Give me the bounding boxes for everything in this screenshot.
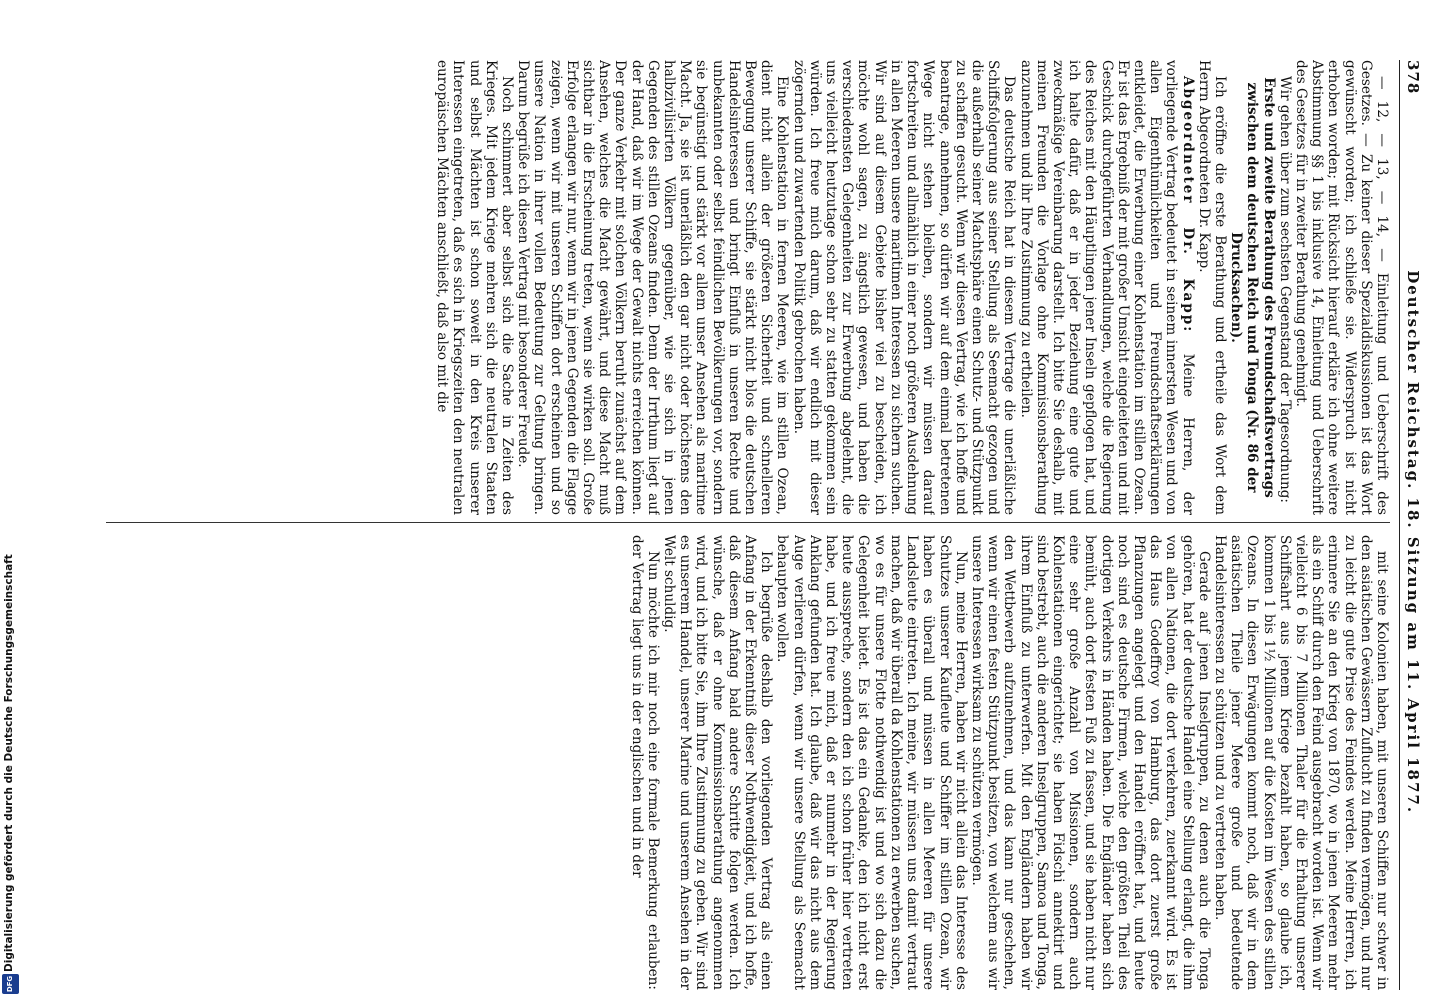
paragraph: — 12, — 13, — 14, — Einleitung und Ueberschrift des Gesetzes. — Zu keiner dieser Spezialdiskussionen ist das Wort gewünscht worden; ich schließe sie. Widerspruch ist nicht erhoben worden; mit Rücksicht hierauf erkläre ich ohne weitere Abstimmung §§ 1 bis inklusive 14, Einleitung und Ueberschrift des Gesetzes für in zweiter Berathung genehmigt.: [1292, 60, 1390, 515]
paragraph: Nun möchte ich mir noch eine formale Bemerkung erlauben: der Vertrag liegt uns in der englischen und in der: [628, 535, 661, 990]
left-column: [106, 60, 1390, 515]
scanned-page: [96, 50, 1426, 1000]
paragraph: Eine Kohlenstation in fernen Meeren, wie im stillen Ozean, dient nicht allein der größeren Sicherheit und schnelleren Bewegung unserer Schiffe, sie stärkt nicht blos die deutschen Handelsinteressen und bringt Einfluß in unseren Rechte und unbekannten oder selbst feindlichen Bevölkerungen vor, sondern sie begünstigt und stärkt vor allem unser Ansehen als maritime Macht. Ja, sie ist unerläßlich den gar nicht oder höchstens den halbzivilisirten Völkern gegenüber, wie sie sich in jenen Gegenden des stillen Ozeans finden. Denn der Irrthum liegt auf der Hand, daß wir im Wege der Gewalt nichts erreichen können. Der ganze Verkehr mit solchen Völkern beruht zunächst auf dem Ansehen, welches die Macht gewährt, und diese Macht muß sichtbar in die Erscheinung treten, wenn sie wirken soll. Große Erfolge erlangen wir nur, wenn wir in jenen Gegenden die Flagge zeigen, wenn wir mit unseren Schiffen dort erscheinen und so unsere Nation in ihrer vollen Bedeutung zur Geltung bringen. Darum begrüße ich diesen Vertrag mit besonderer Freude.: [515, 60, 791, 515]
paragraph: Noch schimmert aber selbst sich die Sache in Zeiten des Krieges. Mit jedem Kriege mehren sich die neutralen Staaten und selbst Mächten ist schon soweit in den Kreis unserer Interessen eingetreten, daß es sich in Kriegszeiten den neutralen europäischen Mächten anschließt, daß also mit die: [434, 60, 516, 515]
page-number: 378: [1404, 60, 1422, 95]
dfg-logo-text: DFG: [6, 975, 15, 993]
paragraph: Wir gehen über zum sechsten Gegenstand der Tagesordnung:: [1276, 76, 1293, 503]
agenda-heading: Erste und zweite Berathung des Freundschaftsvertrags zwischen dem deutschen Reich und Tonga (Nr. 86 der Drucksachen).: [1228, 77, 1277, 498]
paragraph: Gerade auf jenen Inselgruppen, zu denen auch die Tonga gehören, hat der deutsche Handel eine Stellung erlangt, die ihm von allen Nationen, die dort verkehren, zuerkannt wird. Es ist das Haus Godeffroy von Hamburg, das dort zuerst große Pflanzungen angelegt und den Handel eröffnet hat, und heute noch sind es deutsche Firmen, welche den größten Theil des dortigen Verkehrs in Händen haben. Die Engländer haben sich bemüht, auch dort festen Fuß zu fassen, und sie haben nicht nur eine sehr große Anzahl von Missionen, sondern auch Kohlenstationen eingerichtet; sie haben Fidschi annektirt und sind bestrebt, auch die anderen Inselgruppen, Samoa und Tonga, ihrem Einfluß zu unterwerfen. Mit den Engländern haben wir den Wettbewerb aufzunehmen, und das kann nur geschehen, wenn wir einen festen Stützpunkt besitzen, von welchem aus wir unsere Interessen wirksam zu schützen vermögen.: [968, 535, 1212, 990]
paragraph: Nun, meine Herren, haben wir nicht allein das Interesse des Schutzes unserer Kaufleute und Schiffer im stillen Ozean, wir haben es überall und müssen in allen Meeren für unsere Landsleute eintreten. Ich meine, wir müssen uns damit vertraut machen, daß wir überall da Kohlenstationen zu erwerben suchen, wo es für unsere Flotte nothwendig ist und wo sich dazu die Gelegenheit bietet. Es ist das ein Gedanke, den ich nicht erst heute ausspreche, sondern den ich schon früher hier vertreten habe, und ich freue mich, daß er nunmehr in der Regierung Anklang gefunden hat. Ich glaube, daß wir das nicht aus dem Auge verlieren dürfen, wenn wir unsere Stellung als Seemacht behaupten wollen.: [774, 535, 969, 990]
page-header: [1399, 60, 1426, 990]
column-divider: [106, 522, 1390, 523]
digitization-credit: Digitalisierung gefördert durch die Deutsche Forschungsgemeinschaft: [3, 554, 15, 972]
paragraph: Ich begrüße deshalb den vorliegenden Vertrag als einen Anfang in der Erkenntniß dieser Nothwendigkeit, und ich hoffe, daß diesem Anfang bald andere Schritte folgen werden. Ich wünsche, daß er ohne Kommissionsberathung angenommen wird, und ich bitte Sie, ihm Ihre Zustimmung zu geben. Wir sind es unserem Handel, unserer Marine und unserem Ansehen in der Welt schuldig.: [661, 535, 775, 990]
dfg-logo-icon: [2, 974, 19, 994]
page-title: Deutscher Reichstag. 18. Sitzung am 11. April 1877.: [1404, 270, 1422, 815]
right-column: [106, 535, 1390, 990]
paragraph: Ich eröffne die erste Berathung und ertheile das Wort dem Herrn Abgeordneten Dr. Kapp.: [1195, 60, 1228, 515]
speech-text: Meine Herren, der vorliegende Vertrag bedeutet in seinem innersten Wesen und von allen Eigenthümlichkeiten und Freundschaftserklärungen entkleidet, die Erwerbung einer Kohlenstation im stillen Ozean. Er ist das Ergebniß der mit großer Umsicht eingeleiteten und mit Geschick durchgeführten Verhandlungen, welche die Regierung des Reiches mit den Häuptlingen jener Inseln gepflogen hat, und ich halte dafür, daß er in jeder Beziehung eine gute und zweckmäßige Vereinbarung darstellt. Ich bitte Sie deshalb, mit meinen Freunden die Vorlage ohne Kommissionsberathung anzunehmen und ihr Ihre Zustimmung zu ertheilen.: [1017, 60, 1196, 515]
digitization-sidebar: [0, 0, 22, 1000]
paragraph: Das deutsche Reich hat in diesem Vertrage die unerläßliche Schiffsfolgerung aus seiner Stellung als Seemacht gezogen und die außerhalb seiner Machtsphäre einen Schutz- und Stützpunkt zu schaffen gesucht. Wenn wir diesen Vertrag, wie ich hoffe und beantrage, annehmen, so dürfen wir auf dem einmal betretenen Wege nicht stehen bleiben, sondern wir müssen darauf fortschreiten und allmählich in einer noch größeren Ausdehnung in allen Meeren unsere maritimen Interessen zu sichern suchen. Wir sind auf diesem Gebiete bisher viel zu bescheiden, ich möchte wohl sagen, zu ängstlich gewesen, und haben die verschiedensten Gelegenheiten zur Erwerbung abgelehnt, die uns vielleicht heutzutage schon sehr zu statten gekommen sein würden. Ich freue mich darum, daß wir endlich mit dieser zögernden und zuwartenden Politik gebrochen haben.: [790, 60, 1018, 515]
speaker-name: Abgeordneter Dr. Kapp:: [1179, 76, 1196, 334]
paragraph: mit seine Kolonien haben, mit unseren Schiffen nur schwer in den asiatischen Gewässern Zuflucht zu finden vermögen, und nur zu leicht die gute Prise des Feindes werden. Meine Herren, ich erinnere Sie an den Krieg von 1870, wo in jenen Meeren mehr als ein Schiff durch den Feind ausgebracht worden ist. Wenn wir vielleicht 6 bis 7 Millionen Thaler für die Erhaltung unserer Schiffsahrt aus jenem Kriege bezahlt haben, so glaube ich, kommen 1 bis 1½ Millionen auf die Kosten im Wesen des stillen Ozeans. In diesen Erwägungen kommt noch, daß wir in dem asiatischen Theile jener Meere große und bedeutende Handelsinteressen zu schützen und zu vertreten haben.: [1211, 535, 1390, 990]
